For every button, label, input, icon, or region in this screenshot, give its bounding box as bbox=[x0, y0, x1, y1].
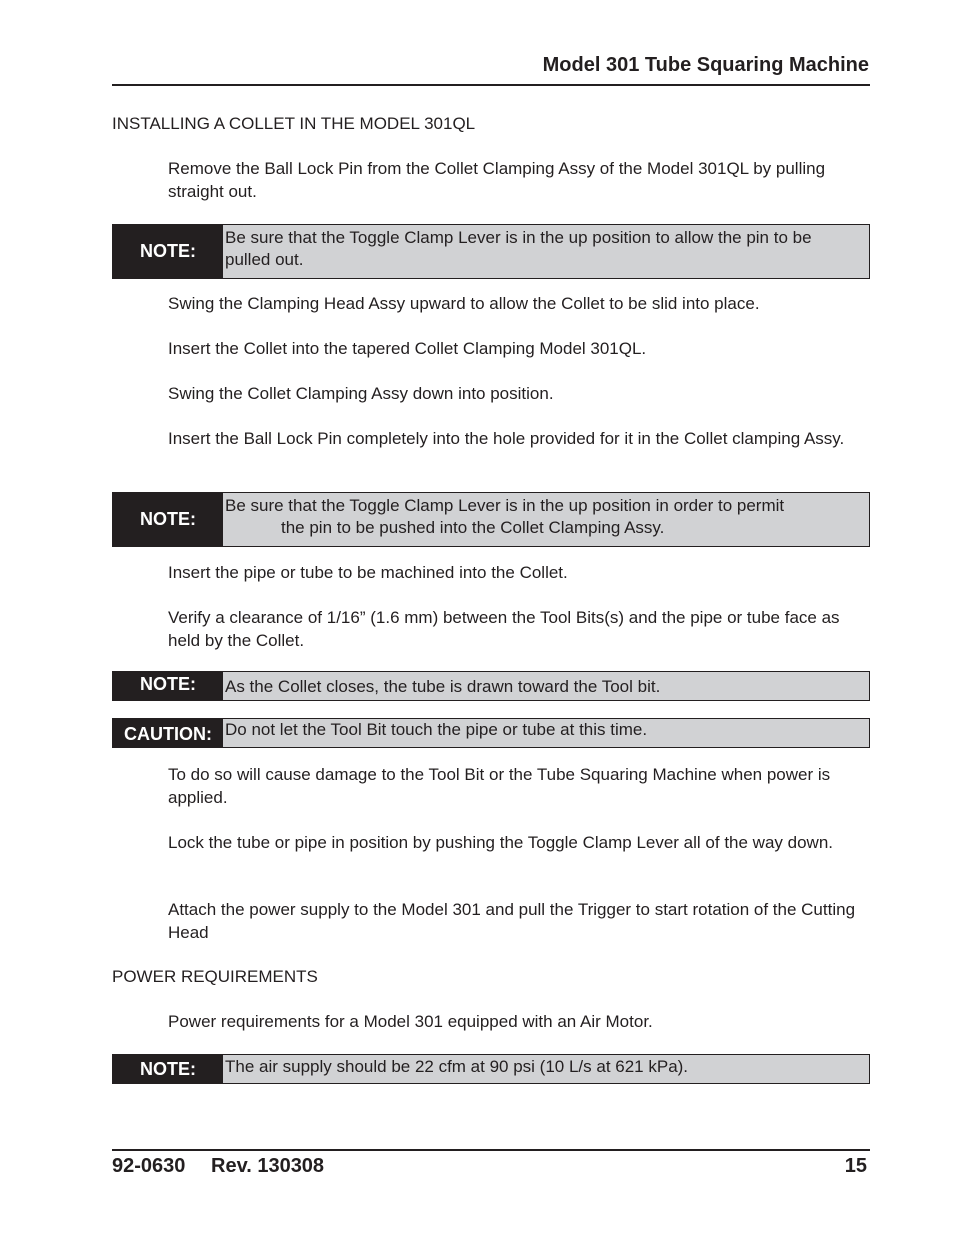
paragraph-power-requirements: Power requirements for a Model 301 equipped with an Air Motor. bbox=[168, 1012, 653, 1031]
header-rule bbox=[112, 84, 870, 86]
caution-text: Do not let the Tool Bit touch the pipe or tube at this time. bbox=[223, 719, 869, 747]
paragraph-lock-tube: Lock the tube or pipe in position by pushing the Toggle Clamp Lever all of the way down. bbox=[168, 833, 833, 852]
section-heading-installing: INSTALLING A COLLET IN THE MODEL 301QL bbox=[112, 114, 476, 133]
caution-label: CAUTION: bbox=[113, 719, 223, 747]
paragraph-insert-collet: Insert the Collet into the tapered Collet Clamping Model 301QL. bbox=[168, 339, 647, 358]
footer-revision: Rev. 130308 bbox=[211, 1155, 325, 1177]
section-heading-power: POWER REQUIREMENTS bbox=[112, 967, 318, 986]
note-box bbox=[112, 671, 870, 701]
note-text-line: Be sure that the Toggle Clamp Lever is in the up position in order to permit bbox=[225, 496, 785, 515]
paragraph-remove-pin: Remove the Ball Lock Pin from the Collet Clamping Assy of the Model 301QL by pulling straight out. bbox=[168, 159, 826, 201]
paragraph-damage-warning: To do so will cause damage to the Tool Bit or the Tube Squaring Machine when power is applied. bbox=[168, 765, 831, 807]
paragraph-attach-power: Attach the power supply to the Model 301 and pull the Trigger to start rotation of the Cutting Head bbox=[168, 900, 856, 942]
note-text: The air supply should be 22 cfm at 90 psi (10 L/s at 621 kPa). bbox=[223, 1055, 869, 1083]
note-box bbox=[112, 1054, 870, 1084]
page-header-title: Model 301 Tube Squaring Machine bbox=[542, 54, 869, 76]
footer-doc-number: 92-0630 bbox=[112, 1155, 186, 1177]
note-text: Be sure that the Toggle Clamp Lever is in the up position to allow the pin to be pulled out. bbox=[223, 225, 869, 278]
paragraph-swing-head: Swing the Clamping Head Assy upward to allow the Collet to be slid into place. bbox=[168, 294, 760, 313]
note-label: NOTE: bbox=[113, 672, 223, 700]
note-label: NOTE: bbox=[113, 493, 223, 546]
note-label: NOTE: bbox=[113, 225, 223, 278]
footer-rule bbox=[112, 1149, 870, 1151]
paragraph-insert-tube: Insert the pipe or tube to be machined into the Collet. bbox=[168, 563, 568, 582]
paragraph-verify-clearance: Verify a clearance of 1/16” (1.6 mm) between the Tool Bits(s) and the pipe or tube face as held by the Collet. bbox=[168, 608, 840, 650]
note-text: As the Collet closes, the tube is drawn toward the Tool bit. bbox=[223, 672, 869, 700]
caution-box bbox=[112, 718, 870, 748]
note-box bbox=[112, 224, 870, 279]
footer-page-number: 15 bbox=[844, 1155, 867, 1177]
note-box bbox=[112, 492, 870, 547]
note-label: NOTE: bbox=[113, 1055, 223, 1083]
paragraph-insert-pin: Insert the Ball Lock Pin completely into the hole provided for it in the Collet clamping Assy. bbox=[168, 429, 845, 448]
note-text bbox=[223, 493, 869, 546]
paragraph-swing-assy: Swing the Collet Clamping Assy down into position. bbox=[168, 384, 554, 403]
note-text-line: the pin to be pushed into the Collet Clamping Assy. bbox=[281, 518, 665, 537]
